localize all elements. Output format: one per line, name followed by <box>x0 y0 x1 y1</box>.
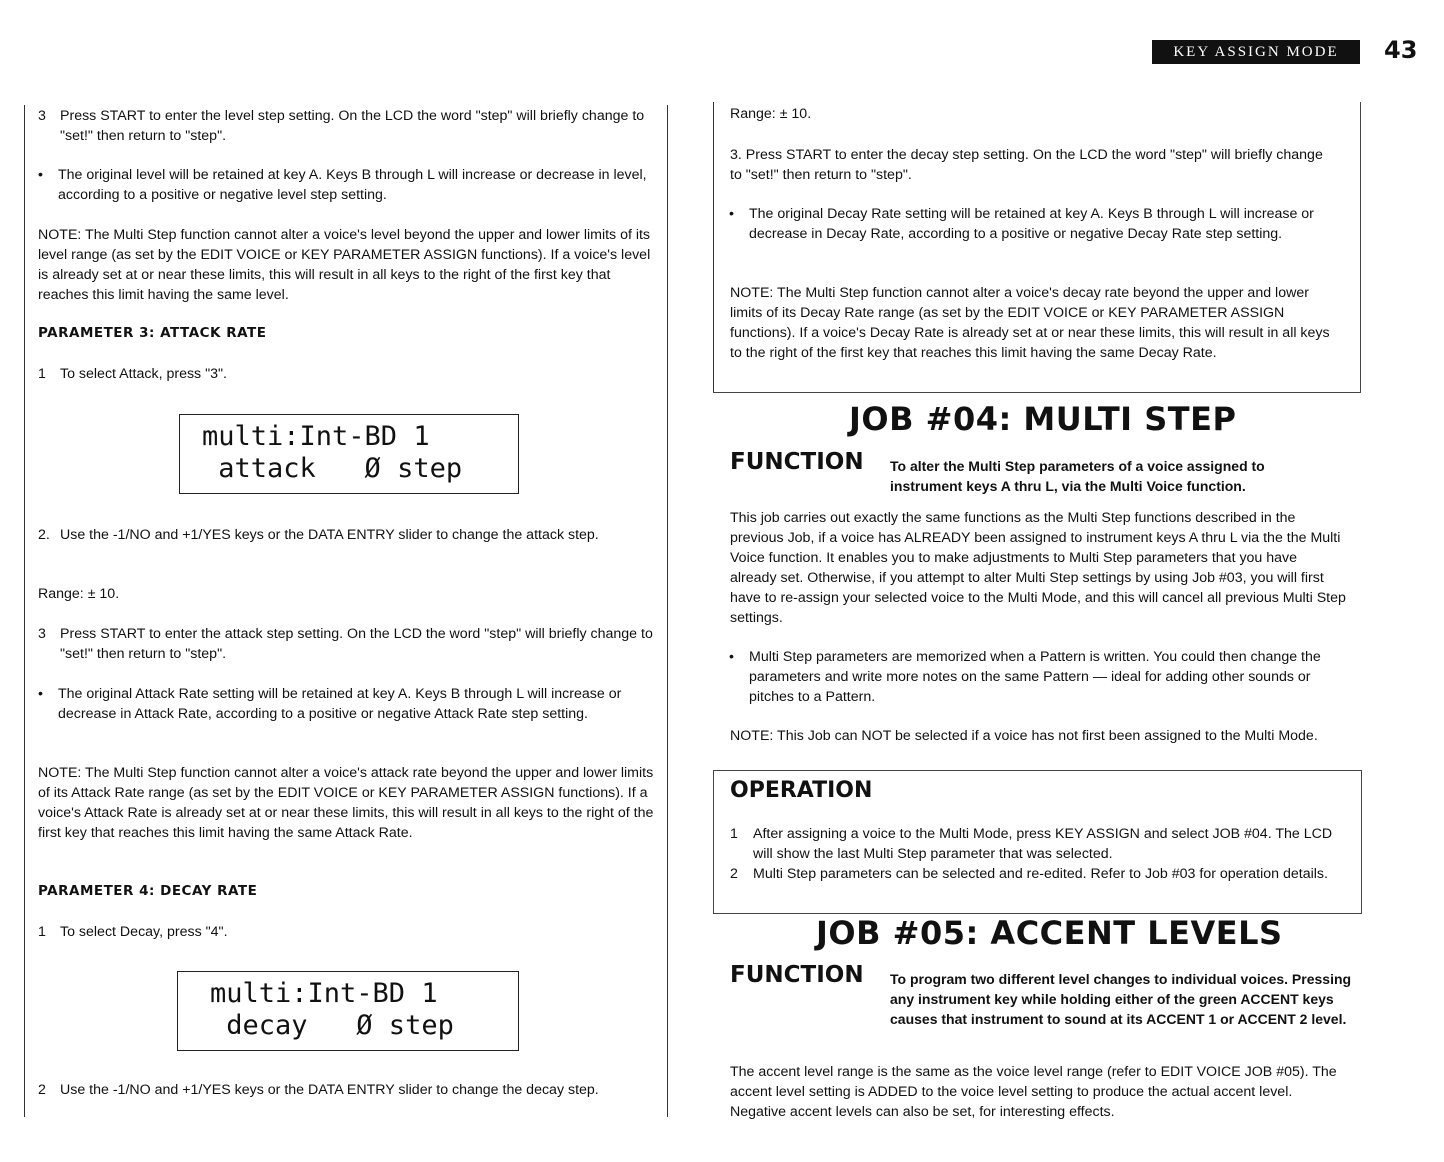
step-number: 2. <box>38 527 50 543</box>
job04-body: This job carries out exactly the same functions as the Multi Step functions described in the previous Job, if a voice has ALREADY been assigned to instrument keys A thru L via the the Multi Voice function. It enables you to make adjustments to Multi Step parameters that you have already set. Otherwise, if you attempt to alter Multi Step settings by using Job #03, you will first have to re-assign your selected voice to the Multi Mode, and this will cancel all previous Multi Step settings. <box>730 510 1346 626</box>
attack-range: Range: ± 10. <box>38 586 120 602</box>
job05-title: JOB #05: ACCENT LEVELS <box>816 914 1283 952</box>
step-number: 3 <box>38 108 46 124</box>
attack-step3-text: Press START to enter the attack step setting. On the LCD the word "step" will briefly change to "set!" then return to "step". <box>60 626 653 662</box>
lcd-line-1: multi:Int-BD 1 <box>202 421 430 452</box>
lcd-line-2: attack Ø step <box>202 453 463 484</box>
step-number: 2 <box>38 1082 46 1098</box>
job05-body: The accent level range is the same as the voice level range (refer to EDIT VOICE JOB #05). The accent level setting is ADDED to the voice level setting to produce the actual accent level. Negative accent levels can also be set, for interesting effects. <box>730 1064 1337 1120</box>
operation-step2: Multi Step parameters can be selected and re-edited. Refer to Job #03 for operation details. <box>753 866 1328 882</box>
function-label: FUNCTION <box>730 449 864 475</box>
step3-text: Press START to enter the level step setting. On the LCD the word "step" will briefly change to "set!" then return to "step". <box>60 108 645 144</box>
left-margin-rule <box>24 105 25 1117</box>
step-number: 1 <box>730 826 738 842</box>
bullet-attack-retained: • The original Attack Rate setting will be retained at key A. Keys B through L will increase or decrease in Attack Rate, according to a positive or negative Attack Rate step setting. <box>58 684 654 724</box>
lcd-line-1: multi:Int-BD 1 <box>210 978 438 1009</box>
bullet-pattern-memorized: • Multi Step parameters are memorized when a Pattern is written. You could then change the parameters and write more notes on the same Pattern — ideal for adding other sounds or pitches to a Pattern. <box>749 647 1341 707</box>
function-label: FUNCTION <box>730 962 864 988</box>
operation-step1: After assigning a voice to the Multi Mode, press KEY ASSIGN and select JOB #04. The LCD will show the last Multi Step parameter that was selected. <box>753 826 1333 862</box>
parameter4-heading: PARAMETER 4: DECAY RATE <box>38 883 258 899</box>
step-number: 2 <box>730 866 738 882</box>
center-gutter-rule <box>667 105 668 1117</box>
bullet-decay-retained: • The original Decay Rate setting will be retained at key A. Keys B through L will increase or decrease in Decay Rate, according to a positive or negative Decay Rate step setting. <box>749 204 1337 244</box>
select-decay-text: To select Decay, press "4". <box>60 924 228 940</box>
step-number: 3 <box>38 626 46 642</box>
parameter3-heading: PARAMETER 3: ATTACK RATE <box>38 325 267 341</box>
decay-step2-text: Use the -1/NO and +1/YES keys or the DATA ENTRY slider to change the decay step. <box>60 1082 599 1098</box>
select-attack-text: To select Attack, press "3". <box>60 366 227 382</box>
section-header-tag: KEY ASSIGN MODE <box>1152 40 1360 64</box>
decay-range: Range: ± 10. <box>730 106 812 122</box>
decay-step3-text: 3. Press START to enter the decay step setting. On the LCD the word "step" will briefly change to "set!" then return to "step". <box>730 147 1323 183</box>
lcd-display-attack <box>179 414 519 494</box>
job04-note: NOTE: This Job can NOT be selected if a voice has not first been assigned to the Multi Mode. <box>730 728 1318 744</box>
page-number: 43 <box>1384 36 1418 64</box>
operation-heading: OPERATION <box>730 778 873 803</box>
note-attack-limits: NOTE: The Multi Step function cannot alter a voice's attack rate beyond the upper and lower limits of its Attack Rate range (as set by the EDIT VOICE or KEY PARAMETER ASSIGN functions). If a voice's Attack Rate is already set at or near these limits, this will result in all keys to the right of the first key that reaches this limit having the same Attack Rate. <box>38 765 654 841</box>
attack-step2-text: Use the -1/NO and +1/YES keys or the DATA ENTRY slider to change the attack step. <box>60 527 599 543</box>
bullet-level-retained: • The original level will be retained at key A. Keys B through L will increase or decrease in level, according to a positive or negative level step setting. <box>58 165 654 205</box>
step-number: 1 <box>38 924 46 940</box>
note-level-limits: NOTE: The Multi Step function cannot alter a voice's level beyond the upper and lower limits of its level range (as set by the EDIT VOICE or KEY PARAMETER ASSIGN functions). If a voice's level is already set at or near these limits, this will result in all keys to the right of the first key that reaches this limit having the same level. <box>38 227 651 303</box>
job04-title: JOB #04: MULTI STEP <box>849 400 1237 438</box>
note-decay-limits: NOTE: The Multi Step function cannot alter a voice's decay rate beyond the upper and lower limits of its Decay Rate range (as set by the EDIT VOICE or KEY PARAMETER ASSIGN functions). If a voice's Decay Rate is already set at or near these limits, this will result in all keys to the right of the first key that reaches this limit having the same Decay Rate. <box>730 285 1330 361</box>
lcd-line-2: decay Ø step <box>210 1010 454 1041</box>
step-number: 1 <box>38 366 46 382</box>
job04-function-desc: To alter the Multi Step parameters of a voice assigned to instrument keys A thru L, via the Multi Voice function. <box>890 458 1265 494</box>
job05-function-desc: To program two different level changes to individual voices. Pressing any instrument key while holding either of the green ACCENT keys causes that instrument to sound at its ACCENT 1 or ACCENT 2 level. <box>890 971 1352 1027</box>
lcd-display-decay <box>177 971 519 1051</box>
